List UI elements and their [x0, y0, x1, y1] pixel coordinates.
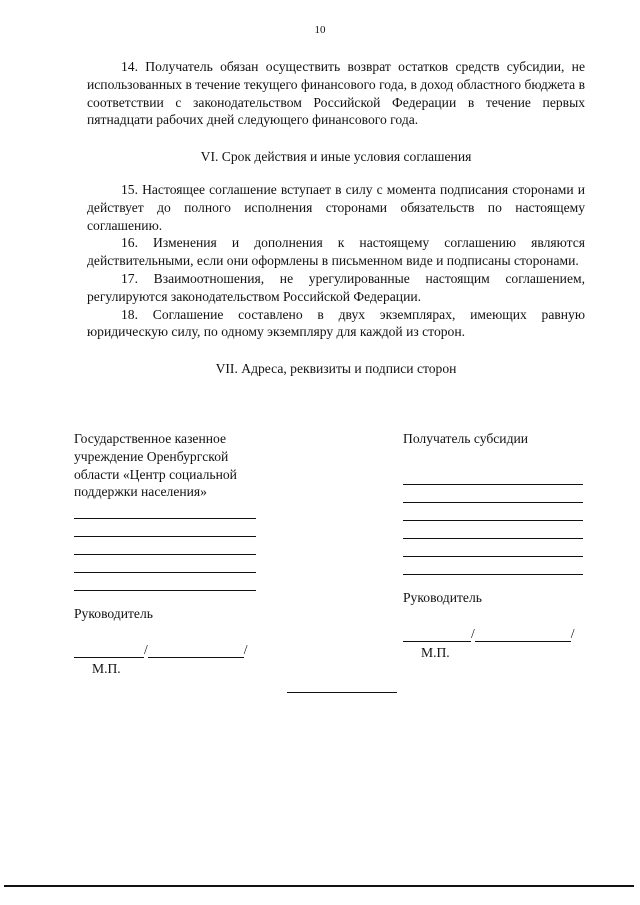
signature-separator: / [144, 641, 148, 657]
page-bottom-border [4, 885, 634, 887]
section-6-heading: VI. Срок действия и иные условия соглашения [200, 149, 472, 165]
party-right-name: Получатель субсидии [403, 431, 529, 446]
section-7-heading: VII. Адреса, реквизиты и подписи сторон [215, 361, 457, 377]
clause-17: 17. Взаимоотношения, не урегулированные настоящим соглашением, регулируются законодательством Российской Федерации. [87, 270, 585, 304]
requisite-line [403, 521, 583, 539]
clause-14: 14. Получатель обязан осуществить возврат остатков средств субсидии, не использованных в течение текущего финансового года, в доход областного бюджета в соответствии с законодательством Российской Федерации в течение первых пятнадцати рабочих дней следующего финансового года. [87, 59, 585, 128]
party-left-name: Государственное казенное учреждение Оренбургской области «Центр социальной поддержки населения» [74, 431, 237, 500]
clause-15: 15. Настоящее соглашение вступает в силу с момента подписания сторонами и действует до полного исполнения сторонами обязательств по настоящему соглашению. [87, 181, 585, 233]
party-left-signature [74, 641, 264, 658]
requisite-line [74, 501, 256, 519]
requisite-line [74, 555, 256, 573]
requisite-line [403, 503, 583, 521]
requisite-line [403, 485, 583, 503]
party-left-head-label: Руководитель [74, 606, 153, 622]
requisite-line [74, 573, 256, 591]
party-right-stamp: М.П. [421, 644, 450, 660]
clause-16: 16. Изменения и дополнения к настоящему соглашению являются действительными, если они оформлены в письменном виде и подписаны сторонами. [87, 235, 585, 269]
page-number: 10 [314, 24, 326, 36]
requisite-line [403, 467, 583, 485]
signature-separator: / [243, 641, 248, 657]
document-body [87, 58, 585, 378]
party-right-signature [403, 625, 593, 642]
party-left-stamp: М.П. [92, 660, 121, 676]
party-right-block [403, 430, 593, 661]
party-right-head-label: Руководитель [403, 589, 482, 605]
requisite-line [403, 539, 583, 557]
clause-18: 18. Соглашение составлено в двух экземплярах, имеющих равную юридическую силу, по одному экземпляру для каждой из сторон. [87, 306, 585, 340]
signature-separator: / [570, 625, 575, 641]
signature-line [74, 643, 144, 658]
end-of-document-rule [287, 692, 397, 693]
requisite-line [403, 557, 583, 575]
signature-name-line [148, 643, 244, 658]
signature-name-line [475, 627, 571, 642]
signature-separator: / [471, 625, 475, 641]
signature-line [403, 627, 471, 642]
requisite-line [74, 537, 256, 555]
requisite-line [74, 519, 256, 537]
party-left-block [74, 430, 264, 678]
